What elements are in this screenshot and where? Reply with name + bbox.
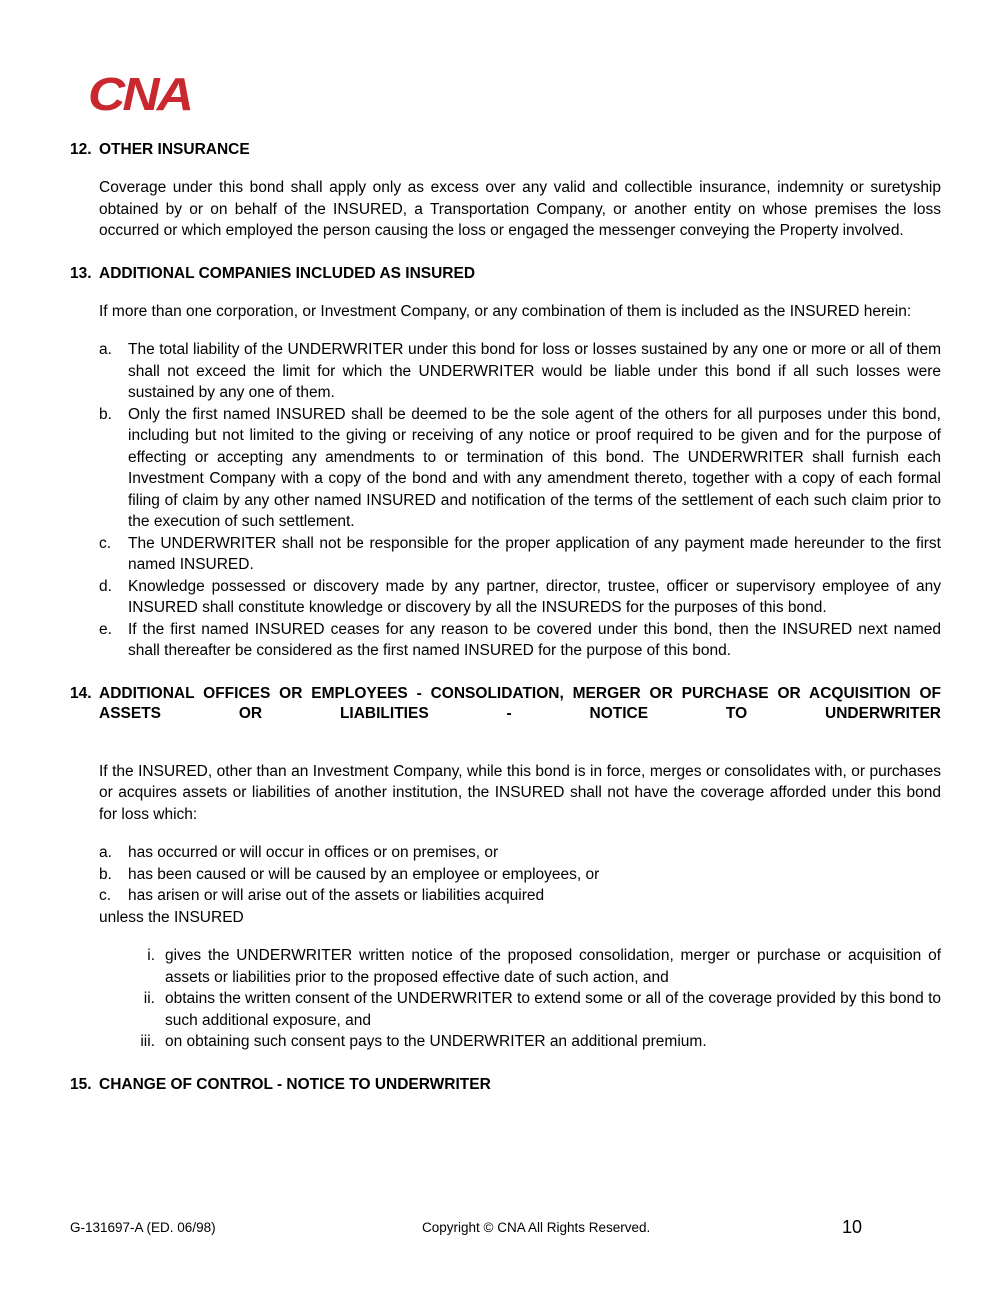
- section-heading-13: [70, 264, 941, 284]
- spacer: [70, 662, 941, 684]
- list-marker: d.: [99, 577, 112, 595]
- spacer: [70, 284, 941, 301]
- page-footer: [70, 1216, 941, 1244]
- spacer: [70, 322, 941, 339]
- section-title-13: ADDITIONAL COMPANIES INCLUDED AS INSURED: [99, 264, 476, 282]
- list-item-text: gives the UNDERWRITER written notice of the proposed consolidation, merger or purchase or acquisition of assets or liabilities prior to the proposed effective date of such action, and: [165, 947, 941, 986]
- list-item-text: has arisen or will arise out of the assets or liabilities acquired: [128, 887, 545, 904]
- list-item: [118, 1031, 941, 1053]
- section-number-13: 13.: [70, 264, 92, 282]
- list-item: [99, 864, 941, 886]
- list-marker: iii.: [140, 1033, 155, 1050]
- footer-copyright: Copyright © CNA All Rights Reserved.: [422, 1220, 651, 1235]
- list-marker: i.: [147, 947, 155, 964]
- list-item: [99, 533, 941, 576]
- section-title-15: CHANGE OF CONTROL - NOTICE TO UNDERWRITER: [99, 1075, 491, 1093]
- spacer: [70, 1053, 941, 1075]
- list-item-text: Only the first named INSURED shall be deemed to be the sole agent of the others for all purposes under this bond, including but not limited to the giving or receiving of any notice or proof required to be given and for the purpose of effecting or accepting any amendments to or termination of this bond. The UNDERWRITER shall furnish each Investment Company with a copy of the bond and with any amendment thereto, together with a copy of each formal filing of claim by any other named INSURED and notification of the terms of the settlement of each such claim prior to the execution of such settlement.: [128, 405, 941, 530]
- list-marker: b.: [99, 405, 112, 423]
- list-item: [99, 842, 941, 864]
- footer-page-number: 10: [841, 1217, 863, 1237]
- list-marker: a.: [99, 341, 112, 358]
- spacer: [70, 242, 941, 264]
- spacer: [70, 928, 941, 945]
- list-item-text: If the first named INSURED ceases for any reason to be covered under this bond, then the INSURED next named shall thereafter be considered as the first named INSURED for the purpose of this bond.: [128, 620, 941, 659]
- cna-logo: [88, 68, 288, 120]
- list-item: [99, 404, 941, 533]
- section-14-sublist: [70, 945, 941, 1053]
- section-14-list: [70, 842, 941, 907]
- list-item: [99, 619, 941, 662]
- list-item-text: The total liability of the UNDERWRITER under this bond for loss or losses sustained by any one or more or all of them shall not exceed the limit for which the UNDERWRITER would be liable under this bond if all such losses were sustained by any one of them.: [128, 341, 941, 401]
- list-marker: b.: [99, 865, 112, 883]
- section-13-paragraph: If more than one corporation, or Investment Company, or any combination of them is included as the INSURED herein:: [99, 302, 912, 320]
- list-marker: ii.: [143, 990, 155, 1007]
- list-item: [118, 945, 941, 988]
- list-item: [118, 988, 941, 1031]
- section-heading-12: [70, 140, 941, 160]
- spacer: [70, 825, 941, 842]
- section-title-14: ADDITIONAL OFFICES OR EMPLOYEES - CONSOLIDATION, MERGER OR PURCHASE OR ACQUISITION OF ASSETS OR LIABILITIES - NOTICE TO UNDERWRITER: [99, 684, 941, 722]
- list-marker: e.: [99, 620, 112, 638]
- list-item-text: The UNDERWRITER shall not be responsible for the proper application of any payment made hereunder to the first named INSURED.: [128, 534, 941, 573]
- footer-form-number: G-131697-A (ED. 06/98): [70, 1220, 216, 1235]
- document-content: [70, 140, 941, 1095]
- section-13-list: [70, 339, 941, 662]
- spacer: [70, 160, 941, 177]
- list-item-text: Knowledge possessed or discovery made by any partner, director, trustee, officer or supervisory employee of any INSURED shall constitute knowledge or discovery by all the INSUREDS for the purposes of this bond.: [128, 577, 941, 616]
- list-marker: a.: [99, 844, 112, 861]
- list-item-text: has occurred or will occur in offices or on premises, or: [128, 844, 499, 861]
- section-14-condition-line: unless the INSURED: [99, 908, 244, 926]
- list-item: [99, 576, 941, 619]
- cna-logo-wordmark: CNA: [88, 68, 192, 120]
- section-12-paragraph: Coverage under this bond shall apply only as excess over any valid and collectible insurance, indemnity or suretyship obtained by or on behalf of the INSURED, a Transportation Company, or another entity on whose premises the loss occurred or which employed the person causing the loss or engaged the messenger conveying the Property involved.: [99, 179, 941, 239]
- list-item: [99, 885, 941, 907]
- list-marker: c.: [99, 887, 112, 904]
- section-14-paragraph: If the INSURED, other than an Investment Company, while this bond is in force, merges or consolidates with, or purchases or acquires assets or liabilities of another institution, the INSURED shall not have the coverage afforded under this bond for loss which:: [99, 762, 941, 823]
- section-number-14: 14.: [70, 684, 92, 702]
- list-item: [99, 339, 941, 404]
- section-heading-15: [70, 1075, 941, 1095]
- section-number-15: 15.: [70, 1075, 92, 1093]
- list-marker: c.: [99, 534, 112, 552]
- section-title-12: OTHER INSURANCE: [99, 141, 250, 158]
- list-item-text: on obtaining such consent pays to the UNDERWRITER an additional premium.: [165, 1033, 707, 1050]
- list-item-text: has been caused or will be caused by an employee or employees, or: [128, 865, 600, 883]
- spacer: [70, 744, 941, 761]
- section-heading-14: [70, 684, 941, 744]
- list-item-text: obtains the written consent of the UNDERWRITER to extend some or all of the coverage provided by this bond to such additional exposure, and: [165, 990, 941, 1029]
- section-number-12: 12.: [70, 141, 92, 158]
